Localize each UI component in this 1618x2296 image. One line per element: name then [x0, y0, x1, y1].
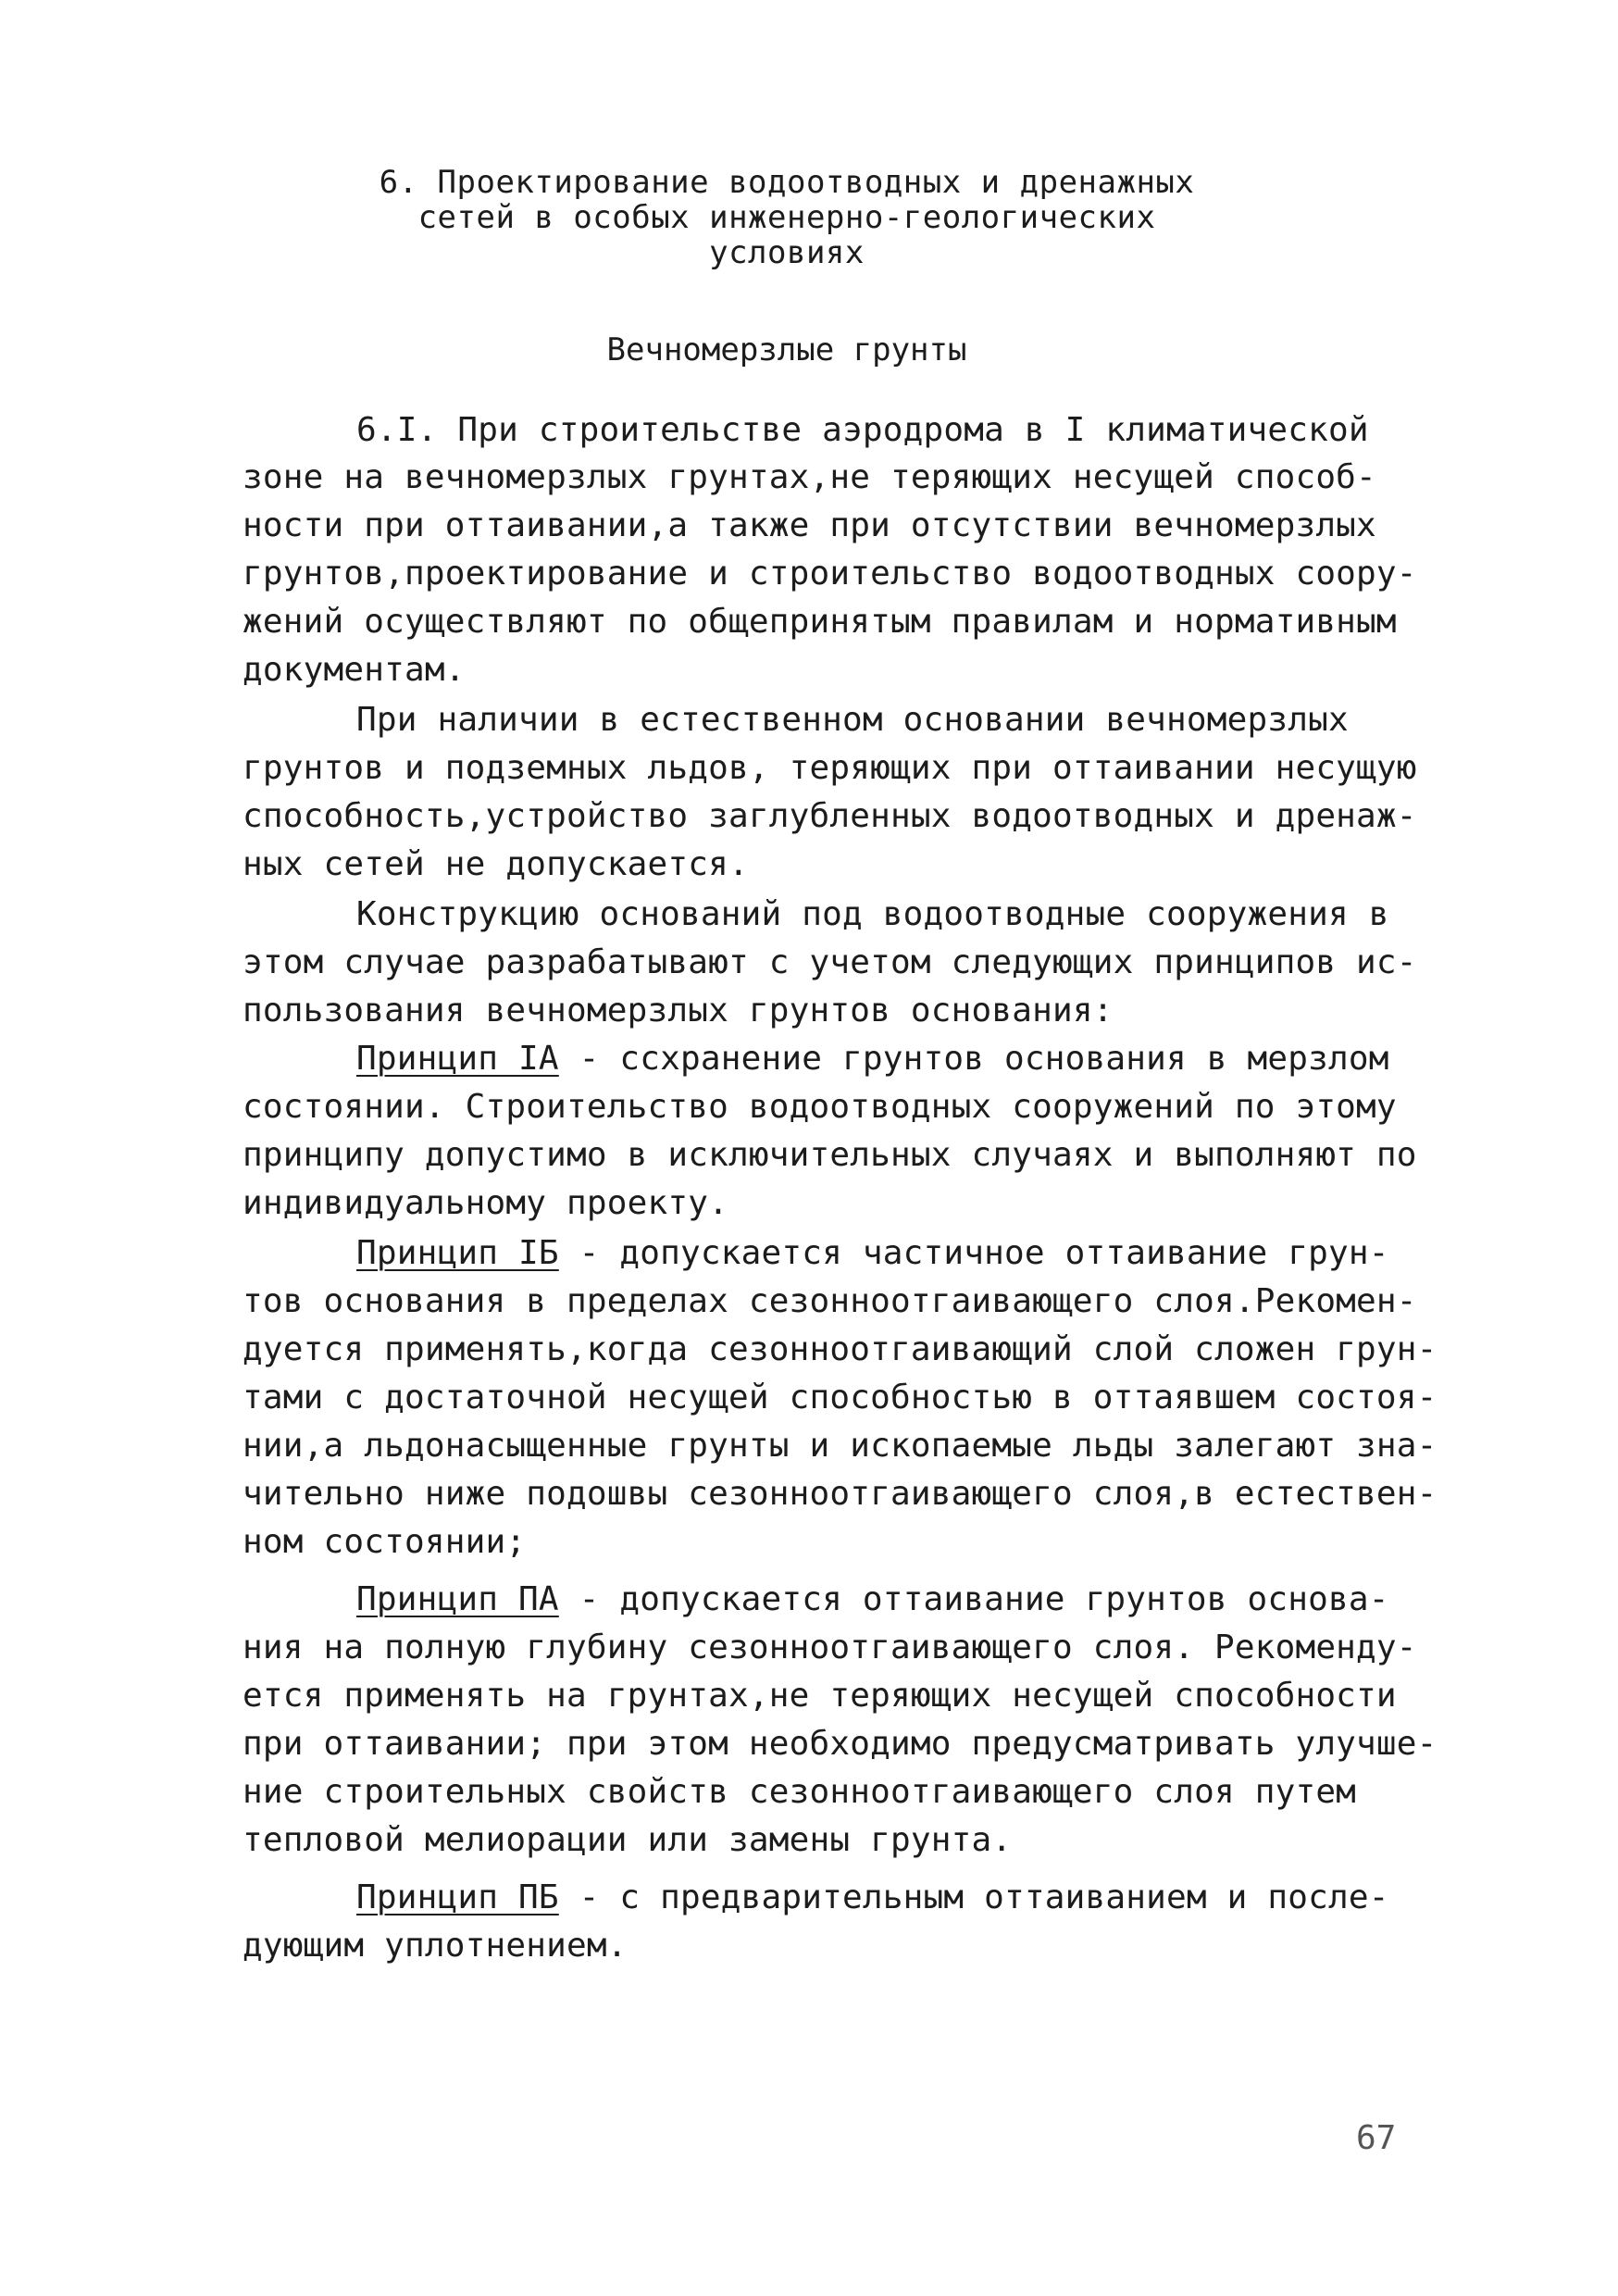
paragraph-6-1-line: грунтов,проектирование и строительство водоотводных соору-: [243, 555, 1417, 593]
principle-iia-line: тепловой мелиорации или замены грунта.: [243, 1821, 1013, 1859]
paragraph-line: Конструкцию оснований под водоотводные сооружения в: [356, 895, 1389, 933]
paragraph-line: При наличии в естественном основании вечномерзлых: [356, 701, 1349, 739]
principle-ib-line: Принцип IБ - допускается частичное оттаивание грун-: [356, 1234, 1389, 1272]
paragraph-line: ных сетей не допускается.: [243, 845, 749, 883]
principle-iib-line: дующим уплотнением.: [243, 1927, 628, 1965]
principle-ib-line: чительно ниже подошвы сезонноотгаивающего слоя,в естествен-: [243, 1475, 1438, 1513]
principle-iia-line: при оттаивании; при этом необходимо предусматривать улучше-: [243, 1725, 1438, 1763]
principle-ia-line: состоянии. Строительство водоотводных сооружений по этому: [243, 1088, 1397, 1126]
principle-ia-line: Принцип IA - ссхранение грунтов основания в мерзлом: [356, 1040, 1389, 1078]
principle-iia-line: ния на полную глубину сезонноотгаивающего слоя. Рекоменду-: [243, 1628, 1417, 1666]
paragraph-6-1-line: документам.: [243, 651, 466, 689]
principle-iia-label: Принцип ПА: [356, 1580, 559, 1618]
principle-ia-label: Принцип IA: [356, 1040, 559, 1078]
principle-iia-line: ние строительных свойств сезонноотгаивающего слоя путем: [243, 1773, 1357, 1811]
paragraph-6-1-line: ности при оттаивании,а также при отсутствии вечномерзлых: [243, 506, 1376, 544]
section-title-line-1: 6. Проектирование водоотводных и дренажных: [379, 164, 1195, 201]
paragraph-6-1-line: 6.I. При строительстве аэродрома в I климатической: [356, 411, 1369, 449]
page-number: 67: [1356, 2119, 1397, 2157]
paragraph-6-1-line: жений осуществляют по общепринятым правилам и нормативным: [243, 603, 1397, 641]
section-title-line-3: условиях: [709, 234, 865, 271]
principle-ia-line: принципу допустимо в исключительных случаях и выполняют по: [243, 1136, 1417, 1174]
paragraph-6-1-line: зоне на вечномерзлых грунтах,не теряющих несущей способ-: [243, 458, 1376, 496]
principle-iib-label: Принцип ПБ: [356, 1878, 559, 1916]
principle-ib-label: Принцип IБ: [356, 1234, 559, 1272]
principle-ib-line: тами с достаточной несущей способностью в оттаявшем состоя-: [243, 1379, 1438, 1416]
principle-ib-line: тов основания в пределах сезонноотгаивающего слоя.Рекомен-: [243, 1282, 1417, 1320]
paragraph-line: пользования вечномерзлых грунтов основания:: [243, 992, 1114, 1029]
principle-ib-line: дуется применять,когда сезонноотгаивающий слой сложен грун-: [243, 1330, 1438, 1368]
principle-ib-line: нии,а льдонасыщенные грунты и ископаемые льды залегают зна-: [243, 1427, 1438, 1465]
section-title: [278, 165, 1296, 270]
principle-iia-line: ется применять на грунтах,не теряющих несущей способности: [243, 1677, 1397, 1715]
principle-iia-line: Принцип ПА - допускается оттаивание грунтов основа-: [356, 1580, 1389, 1618]
paragraph-line: способность,устройство заглубленных водоотводных и дренаж-: [243, 797, 1417, 835]
principle-ib-line: ном состоянии;: [243, 1523, 527, 1561]
principle-ia-line: индивидуальному проекту.: [243, 1184, 728, 1222]
principle-iib-line: Принцип ПБ - с предварительным оттаиванием и после-: [356, 1878, 1389, 1916]
paragraph-line: грунтов и подземных льдов, теряющих при оттаивании несущую: [243, 749, 1417, 787]
subsection-heading: Вечномерзлые грунты: [606, 331, 967, 368]
paragraph-line: этом случае разрабатывают с учетом следующих принципов ис-: [243, 943, 1417, 981]
section-title-line-2: сетей в особых инженерно-геологических: [417, 199, 1156, 236]
